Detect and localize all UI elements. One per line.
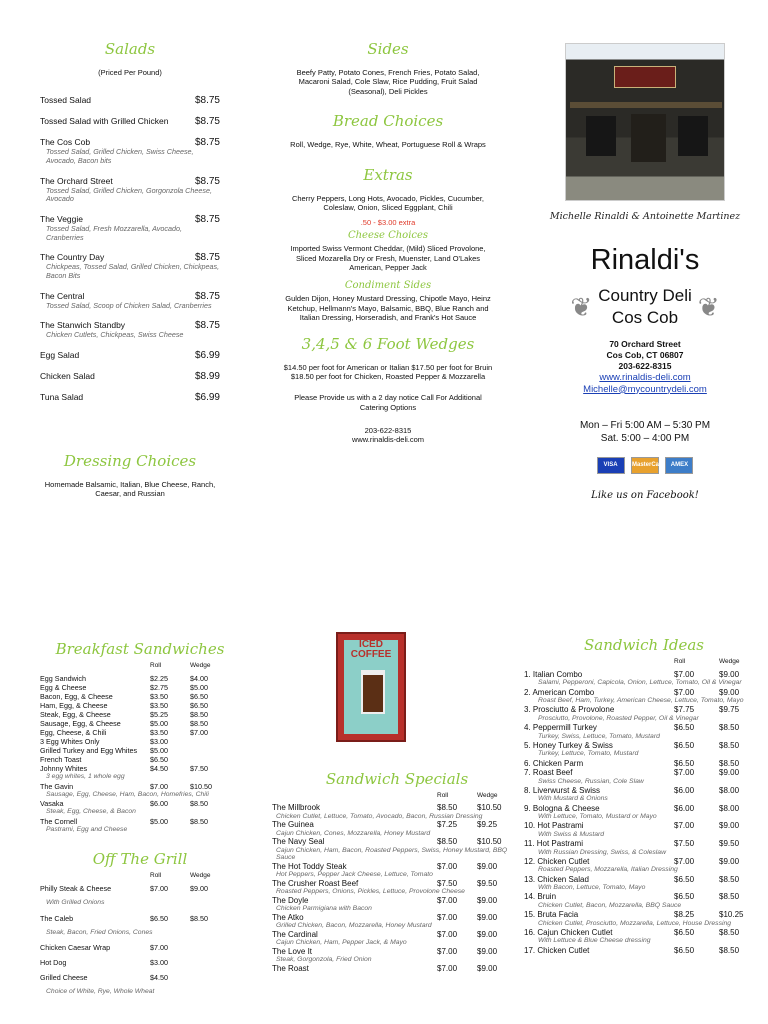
website-link[interactable]: www.rinaldis-deli.com <box>599 372 691 384</box>
grill-col-wedge: Wedge <box>190 872 211 880</box>
salad-item <box>40 371 220 382</box>
breakfast-wedge-price: $4.00 <box>190 674 208 684</box>
salad-name: Tossed Salad <box>40 95 92 106</box>
special-name: The Atko <box>272 913 304 923</box>
salad-desc: Chickpeas, Tossed Salad, Grilled Chicken, Chickpeas, Bacon Bits <box>46 262 220 280</box>
idea-roll-price: $6.50 <box>674 874 695 884</box>
special-roll-price: $7.00 <box>437 896 458 906</box>
breakfast-roll-price: $3.50 <box>150 728 168 738</box>
idea-name: 7. Roast Beef <box>524 768 573 778</box>
salad-item <box>40 214 220 242</box>
specials-col-roll: Roll <box>437 792 449 799</box>
brand-name: Rinaldi's <box>590 244 700 276</box>
breakfast-name: Egg & Cheese <box>40 683 87 693</box>
breakfast-name: The Cornell <box>40 816 78 826</box>
salad-row <box>40 350 220 361</box>
idea-roll-price: $7.00 <box>674 856 695 866</box>
cheese-text: Imported Swiss Vermont Cheddar, (Mild) Sliced Provolone, Sliced Mozarella Dry or Fresh, Muenster, Land O'Lakes American, Pepper Jack <box>290 244 486 272</box>
special-name: The Love It <box>272 947 313 957</box>
salads-section <box>40 40 220 413</box>
idea-roll-price: $7.75 <box>674 705 695 715</box>
breakfast-name: The Gavin <box>40 781 74 791</box>
breakfast-wedge-price <box>190 737 230 746</box>
breakfast-wedge-price: $7.00 <box>190 728 208 738</box>
ideas-list <box>524 670 764 955</box>
sides-column <box>283 40 493 445</box>
condiment-heading: Condiment Sides <box>344 280 432 292</box>
wedges-heading: 3,4,5 & 6 Foot Wedges <box>301 334 475 353</box>
breakfast-roll-price: $5.25 <box>150 710 168 720</box>
salad-name: The Cos Cob <box>40 137 91 148</box>
breakfast-wedge-price: $8.50 <box>190 816 208 826</box>
grill-name: Chicken Caesar Wrap <box>40 943 111 953</box>
salad-row <box>40 392 220 403</box>
bread-text: Roll, Wedge, Rye, White, Wheat, Portuguese Roll & Wraps <box>290 140 486 150</box>
grill-name: The Caleb <box>40 913 74 923</box>
breakfast-list <box>40 674 240 834</box>
idea-roll-price: $7.50 <box>674 839 695 849</box>
idea-name: 9. Bologna & Cheese <box>524 803 600 813</box>
idea-name: 6. Chicken Parm <box>524 758 584 768</box>
salad-item <box>40 392 220 403</box>
salad-name: Egg Salad <box>40 349 80 360</box>
breakfast-name: 3 Egg Whites Only <box>40 737 100 747</box>
idea-wedge-price: $10.25 <box>719 910 744 920</box>
idea-roll-price: $6.00 <box>674 785 695 795</box>
special-desc: Hot Peppers, Pepper Jack Cheese, Lettuce, Tomato <box>276 871 433 879</box>
salad-item <box>40 116 220 127</box>
idea-wedge-price: $8.50 <box>719 740 740 750</box>
idea-name: 14. Bruin <box>524 892 557 902</box>
idea-name: 11. Hot Pastrami <box>524 839 583 849</box>
hours-weekday: Mon – Fri 5:00 AM – 5:30 PM <box>579 420 711 432</box>
specials-col-wedge: Wedge <box>477 792 498 799</box>
breakfast-section <box>40 640 240 997</box>
idea-name: 17. Chicken Cutlet <box>524 945 590 955</box>
special-name: The Crusher Roast Beef <box>272 879 359 889</box>
wedges-text: $14.50 per foot for American or Italian $17.50 per foot for Bruin $18.50 per foot for Chicken, Roasted Pepper & Mozzarella <box>283 362 493 381</box>
wheat-left-icon: ❦ <box>570 291 593 322</box>
special-desc: Grilled Chicken, Bacon, Mozzarella, Honey Mustard <box>276 922 432 930</box>
idea-desc: Salami, Pepperoni, Capicola, Onion, Lettuce, Tomato, Oil & Vinegar <box>538 679 742 687</box>
salad-row <box>40 176 220 187</box>
idea-desc: Swiss Cheese, Russian, Cole Slaw <box>538 777 644 785</box>
special-wedge-price: $9.00 <box>477 896 498 906</box>
grill-roll-price: $7.00 <box>150 943 168 953</box>
breakfast-wedge-price: $5.00 <box>190 683 208 693</box>
poster-title: ICED COFFEE <box>350 639 392 660</box>
breakfast-wedge-price: $6.50 <box>190 701 208 711</box>
idea-roll-price: $7.00 <box>674 821 695 831</box>
idea-roll-price: $6.00 <box>674 803 695 813</box>
breakfast-roll-price: $2.75 <box>150 683 168 693</box>
salad-price: $8.99 <box>194 370 220 382</box>
ideas-col-wedge: Wedge <box>719 658 740 665</box>
idea-roll-price: $7.00 <box>674 687 695 697</box>
special-wedge-price: $10.50 <box>477 803 502 813</box>
idea-roll-price: $6.50 <box>674 945 695 955</box>
hours-saturday: Sat. 5:00 – 4:00 PM <box>600 433 690 445</box>
idea-name: 4. Peppermill Turkey <box>524 723 597 733</box>
idea-desc: With Swiss & Mustard <box>538 830 605 838</box>
salad-desc: Tossed Salad, Grilled Chicken, Swiss Cheese, Avocado, Bacon bits <box>46 147 194 166</box>
breakfast-wedge-price: $10.50 <box>190 781 212 791</box>
special-wedge-price: $9.50 <box>477 879 498 889</box>
idea-name: 1. Italian Combo <box>524 669 583 679</box>
special-name: The Millbrook <box>272 803 321 813</box>
salad-name: Tossed Salad with Grilled Chicken <box>40 116 169 127</box>
special-wedge-price: $9.25 <box>477 820 498 830</box>
salad-item <box>40 137 220 165</box>
dressing-section <box>40 452 220 499</box>
idea-name: 15. Bruta Facia <box>524 910 579 920</box>
special-wedge-price: $9.00 <box>477 930 498 940</box>
idea-roll-price: $7.00 <box>674 669 695 679</box>
iced-coffee-poster <box>336 632 406 742</box>
breakfast-name: Sausage, Egg, & Cheese <box>40 719 121 729</box>
idea-roll-price: $8.25 <box>674 910 695 920</box>
storefront-photo <box>565 43 725 201</box>
breakfast-wedge-price: $7.50 <box>190 764 208 774</box>
special-name: The Roast <box>272 964 309 974</box>
breakfast-name: Grilled Turkey and Egg Whites <box>40 746 138 756</box>
special-desc: Cajun Chicken, Cones, Mozzarella, Honey Mustard <box>276 829 431 837</box>
idea-desc: Turkey, Swiss, Lettuce, Tomato, Mustard <box>538 732 660 740</box>
breakfast-name: French Toast <box>40 755 82 765</box>
special-wedge-price: $9.00 <box>477 913 498 923</box>
cover-column <box>534 40 756 501</box>
salad-item <box>40 252 220 280</box>
grill-name: Hot Dog <box>40 958 67 968</box>
idea-desc: Turkey, Lettuce, Tomato, Mustard <box>538 750 639 758</box>
special-name: The Cardinal <box>272 930 318 940</box>
special-roll-price: $7.25 <box>437 820 458 830</box>
grill-wedge-price <box>190 958 230 967</box>
card-logos <box>534 453 756 474</box>
salad-price: $6.99 <box>194 349 220 361</box>
salad-item <box>40 95 220 106</box>
special-roll-price: $7.50 <box>437 879 458 889</box>
salad-price: $8.75 <box>194 252 220 264</box>
idea-roll-price: $7.00 <box>674 768 695 778</box>
breakfast-roll-price: $2.25 <box>150 674 168 684</box>
breakfast-roll-price: $7.00 <box>150 781 168 791</box>
idea-name: 16. Cajun Chicken Cutlet <box>524 927 613 937</box>
special-wedge-price: $9.00 <box>477 947 498 957</box>
grill-wedge-price: $8.50 <box>190 913 208 923</box>
special-wedge-price: $9.00 <box>477 862 498 872</box>
special-desc: Chicken Parmigiana with Bacon <box>276 905 372 913</box>
idea-desc: Prosciutto, Provolone, Roasted Pepper, Oil & Vinegar <box>538 714 699 722</box>
sides-heading: Sides <box>367 40 409 58</box>
visa-icon: VISA <box>597 457 625 474</box>
grill-wedge-price: $9.00 <box>190 884 208 894</box>
idea-name: 12. Chicken Cutlet <box>524 856 590 866</box>
salad-item <box>40 320 220 340</box>
grill-roll-price: $7.00 <box>150 884 168 894</box>
grill-heading: Off The Grill <box>92 850 188 869</box>
special-roll-price: $7.00 <box>437 930 458 940</box>
breakfast-name: Steak, Egg, & Cheese <box>40 710 111 720</box>
salad-price: $6.99 <box>194 391 220 403</box>
idea-wedge-price: $9.50 <box>719 839 740 849</box>
mastercard-icon: MasterCard <box>631 457 659 474</box>
salad-desc: Tossed Salad, Grilled Chicken, Gorgonzola Cheese, Avocado <box>46 185 212 204</box>
salad-row <box>40 116 220 127</box>
cheese-heading: Cheese Choices <box>347 230 429 242</box>
special-name: The Guinea <box>272 820 314 830</box>
idea-wedge-price: $9.00 <box>719 687 740 697</box>
website-bottom: www.rinaldis-deli.com <box>351 435 425 445</box>
special-roll-price: $8.50 <box>437 803 458 813</box>
salad-name: The Orchard Street <box>40 175 113 186</box>
special-roll-price: $7.00 <box>437 964 458 974</box>
idea-wedge-price: $9.00 <box>719 821 740 831</box>
email-link[interactable]: Michelle@mycountrydeli.com <box>583 383 707 395</box>
salads-heading: Salads <box>104 40 156 58</box>
condiment-text: Gulden Dijon, Honey Mustard Dressing, Chipotle Mayo, Heinz Ketchup, Hellmann's Mayo, Balsamic, BBQ, Blue Ranch and Italian Dressing, Horseradish, and Frank's Hot Sauce <box>285 294 491 323</box>
breakfast-wedge-price <box>190 746 230 755</box>
ideas-section <box>524 636 764 955</box>
breakfast-wedge-price: $6.50 <box>190 692 208 702</box>
grill-col-roll: Roll <box>150 872 162 880</box>
idea-wedge-price: $8.50 <box>719 892 740 902</box>
salad-name: The Central <box>40 290 85 301</box>
facebook-text: Like us on Facebook! <box>591 490 699 502</box>
salad-item <box>40 176 220 204</box>
idea-wedge-price: $8.50 <box>719 758 740 768</box>
breakfast-desc: Pastrami, Egg and Cheese <box>46 825 128 833</box>
breakfast-wedge-price: $8.50 <box>190 710 208 720</box>
special-name: The Hot Toddy Steak <box>272 862 347 872</box>
idea-name: 2. American Combo <box>524 687 595 697</box>
salad-item <box>40 350 220 361</box>
address-street: 70 Orchard Street <box>609 339 681 350</box>
idea-desc: Roast Beef, Ham, Turkey, American Cheese, Lettuce, Tomato, Mayo <box>538 697 744 705</box>
breakfast-wedge-price: $8.50 <box>190 799 208 809</box>
special-desc: Cajun Chicken, Ham, Pepper Jack, & Mayo <box>276 939 407 947</box>
idea-wedge-price: $8.00 <box>719 785 740 795</box>
salad-name: Chicken Salad <box>40 370 95 381</box>
brand-sub <box>534 285 756 329</box>
special-desc: Steak, Gorgonzola, Fried Onion <box>276 956 372 964</box>
amex-icon: AMEX <box>665 457 693 474</box>
salad-row <box>40 291 220 302</box>
sides-text: Beefy Patty, Potato Cones, French Fries, Potato Salad, Macaroni Salad, Cole Slaw, Rice Pudding, Fruit Salad (Seasonal), Deli Pickles <box>296 68 480 96</box>
salad-desc: Chicken Cutlets, Chickpeas, Swiss Cheese <box>46 330 184 340</box>
brand-line-2: Cos Cob <box>611 308 679 328</box>
idea-name: 10. Hot Pastrami <box>524 821 584 831</box>
salad-name: The Country Day <box>40 252 105 263</box>
salad-desc: Tossed Salad, Scoop of Chicken Salad, Cranberries <box>46 300 212 310</box>
salad-row <box>40 371 220 382</box>
special-wedge-price: $10.50 <box>477 837 502 847</box>
salad-price: $8.75 <box>194 116 220 128</box>
salad-price: $8.75 <box>194 137 220 149</box>
extras-price: .50 - $3.00 extra <box>360 218 416 228</box>
salad-desc: Tossed Salad, Fresh Mozzarella, Avocado, Cranberries <box>46 223 182 242</box>
idea-roll-price: $6.50 <box>674 892 695 902</box>
breakfast-name: Egg Sandwich <box>40 674 86 684</box>
specials-list <box>272 803 522 973</box>
breakfast-roll-price: $5.00 <box>150 816 168 826</box>
grill-list <box>40 884 240 996</box>
breakfast-col-wedge: Wedge <box>190 662 211 669</box>
salads-note: (Priced Per Pound) <box>98 68 162 77</box>
special-roll-price: $7.00 <box>437 913 458 923</box>
breakfast-col-roll: Roll <box>150 662 162 669</box>
extras-text: Cherry Peppers, Long Hots, Avocado, Pickles, Cucumber, Coleslaw, Onion, Sliced Eggplant, Chili <box>291 193 485 212</box>
special-roll-price: $7.00 <box>437 947 458 957</box>
phone-bottom: 203-622-8315 <box>364 426 412 435</box>
idea-name: 8. Liverwurst & Swiss <box>524 785 601 795</box>
address-phone: 203-622-8315 <box>618 361 672 372</box>
idea-name: 13. Chicken Salad <box>524 874 589 884</box>
idea-desc: Chicken Cutlet, Bacon, Mozzarella, BBQ Sauce <box>538 901 682 909</box>
breakfast-name: Johnny Whites <box>40 764 88 774</box>
ideas-col-roll: Roll <box>674 658 686 665</box>
dressing-text: Homemade Balsamic, Italian, Blue Cheese, Ranch, Caesar, and Russian <box>44 480 216 499</box>
breakfast-name: Vasaka <box>40 799 64 809</box>
special-roll-price: $8.50 <box>437 837 458 847</box>
salad-name: Tuna Salad <box>40 391 84 402</box>
grill-desc: Choice of White, Rye, Whole Wheat <box>46 988 155 996</box>
bread-heading: Bread Choices <box>332 112 444 131</box>
grill-name: Philly Steak & Cheese <box>40 884 112 894</box>
specials-section <box>272 770 522 973</box>
salad-row <box>40 95 220 106</box>
idea-roll-price: $6.50 <box>674 758 695 768</box>
breakfast-wedge-price: $8.50 <box>190 719 208 729</box>
brand-line-1: Country Deli <box>598 286 692 305</box>
breakfast-name: Egg, Cheese, & Chili <box>40 728 107 738</box>
idea-desc: Chicken Cutlet, Prosciutto, Mozzarella, Lettuce, House Dressing <box>538 919 732 927</box>
breakfast-roll-price: $3.00 <box>150 737 168 747</box>
breakfast-name: Bacon, Egg, & Cheese <box>40 692 113 702</box>
salad-list <box>40 95 220 402</box>
idea-roll-price: $6.50 <box>674 927 695 937</box>
grill-roll-price: $4.50 <box>150 973 168 983</box>
extras-heading: Extras <box>363 165 413 184</box>
idea-name: 5. Honey Turkey & Swiss <box>524 740 613 750</box>
idea-desc: With Mustard & Onions <box>538 795 608 803</box>
breakfast-wedge-price <box>190 755 230 764</box>
salad-price: $8.75 <box>194 290 220 302</box>
grill-desc: Steak, Bacon, Fried Onions, Cones <box>46 928 153 936</box>
breakfast-roll-price: $4.50 <box>150 764 168 774</box>
salad-price: $8.75 <box>194 320 220 332</box>
idea-desc: With Bacon, Lettuce, Tomato, Mayo <box>538 884 646 892</box>
idea-wedge-price: $9.00 <box>719 669 740 679</box>
salad-price: $8.75 <box>194 95 220 107</box>
special-desc: Roasted Peppers, Onions, Pickles, Lettuce, Provolone Cheese <box>276 888 465 896</box>
salad-name: The Stanwich Standby <box>40 320 126 331</box>
breakfast-roll-price: $6.50 <box>150 755 168 765</box>
special-wedge-price: $9.00 <box>477 964 498 974</box>
grill-desc: With Grilled Onions <box>46 899 105 907</box>
breakfast-roll-price: $3.50 <box>150 701 168 711</box>
idea-roll-price: $6.50 <box>674 740 695 750</box>
breakfast-name: Ham, Egg, & Cheese <box>40 701 108 711</box>
idea-wedge-price: $8.50 <box>719 927 740 937</box>
idea-desc: Roasted Peppers, Mozzarella, Italian Dressing <box>538 866 678 874</box>
specials-heading: Sandwich Specials <box>325 770 469 788</box>
idea-desc: With Russian Dressing, Swiss, & Coleslaw <box>538 848 666 856</box>
breakfast-desc: Sausage, Egg, Cheese, Ham, Bacon, Homefries, Chili <box>46 790 209 798</box>
grill-roll-price: $6.50 <box>150 913 168 923</box>
breakfast-roll-price: $3.50 <box>150 692 168 702</box>
special-desc: Cajun Chicken, Ham, Bacon, Roasted Peppers, Swiss, Honey Mustard, BBQ Sauce <box>276 846 508 862</box>
idea-wedge-price: $8.50 <box>719 723 740 733</box>
notice-text: Please Provide us with a 2 day notice Call For Additional Catering Options <box>294 393 482 412</box>
idea-name: 3. Prosciutto & Provolone <box>524 705 615 715</box>
idea-roll-price: $6.50 <box>674 723 695 733</box>
breakfast-roll-price: $5.00 <box>150 719 168 729</box>
address-city: Cos Cob, CT 06807 <box>606 350 684 361</box>
idea-wedge-price: $9.00 <box>719 768 740 778</box>
breakfast-roll-price: $5.00 <box>150 746 168 756</box>
salad-price: $8.75 <box>194 175 220 187</box>
owners-caption: Michelle Rinaldi & Antoinette Martinez <box>549 211 741 222</box>
breakfast-roll-price: $6.00 <box>150 799 168 809</box>
address-block <box>534 339 756 372</box>
idea-wedge-price: $8.50 <box>719 874 740 884</box>
salad-price: $8.75 <box>194 213 220 225</box>
special-roll-price: $7.00 <box>437 862 458 872</box>
breakfast-desc: Steak, Egg, Cheese, & Bacon <box>46 808 136 816</box>
idea-wedge-price: $9.00 <box>719 856 740 866</box>
dressing-heading: Dressing Choices <box>63 452 197 470</box>
salad-item <box>40 291 220 311</box>
idea-wedge-price: $8.00 <box>719 803 740 813</box>
idea-wedge-price: $9.75 <box>719 705 740 715</box>
grill-wedge-price <box>190 943 230 952</box>
ideas-heading: Sandwich Ideas <box>584 636 704 654</box>
wheat-right-icon: ❦ <box>697 291 720 322</box>
breakfast-heading: Breakfast Sandwiches <box>55 640 225 658</box>
idea-desc: With Lettuce, Tomato, Mustard or Mayo <box>538 813 657 821</box>
grill-wedge-price <box>190 973 230 982</box>
idea-wedge-price: $8.50 <box>719 945 740 955</box>
special-name: The Doyle <box>272 896 309 906</box>
special-name: The Navy Seal <box>272 837 325 847</box>
breakfast-desc: 3 egg whites, 1 whole egg <box>46 773 125 781</box>
salad-name: The Veggie <box>40 213 84 224</box>
special-desc: Chicken Cutlet, Lettuce, Tomato, Avocado, Bacon, Russian Dressing <box>276 812 483 820</box>
grill-name: Grilled Cheese <box>40 973 88 983</box>
idea-desc: With Lettuce & Blue Cheese dressing <box>538 937 651 945</box>
grill-roll-price: $3.00 <box>150 958 168 968</box>
